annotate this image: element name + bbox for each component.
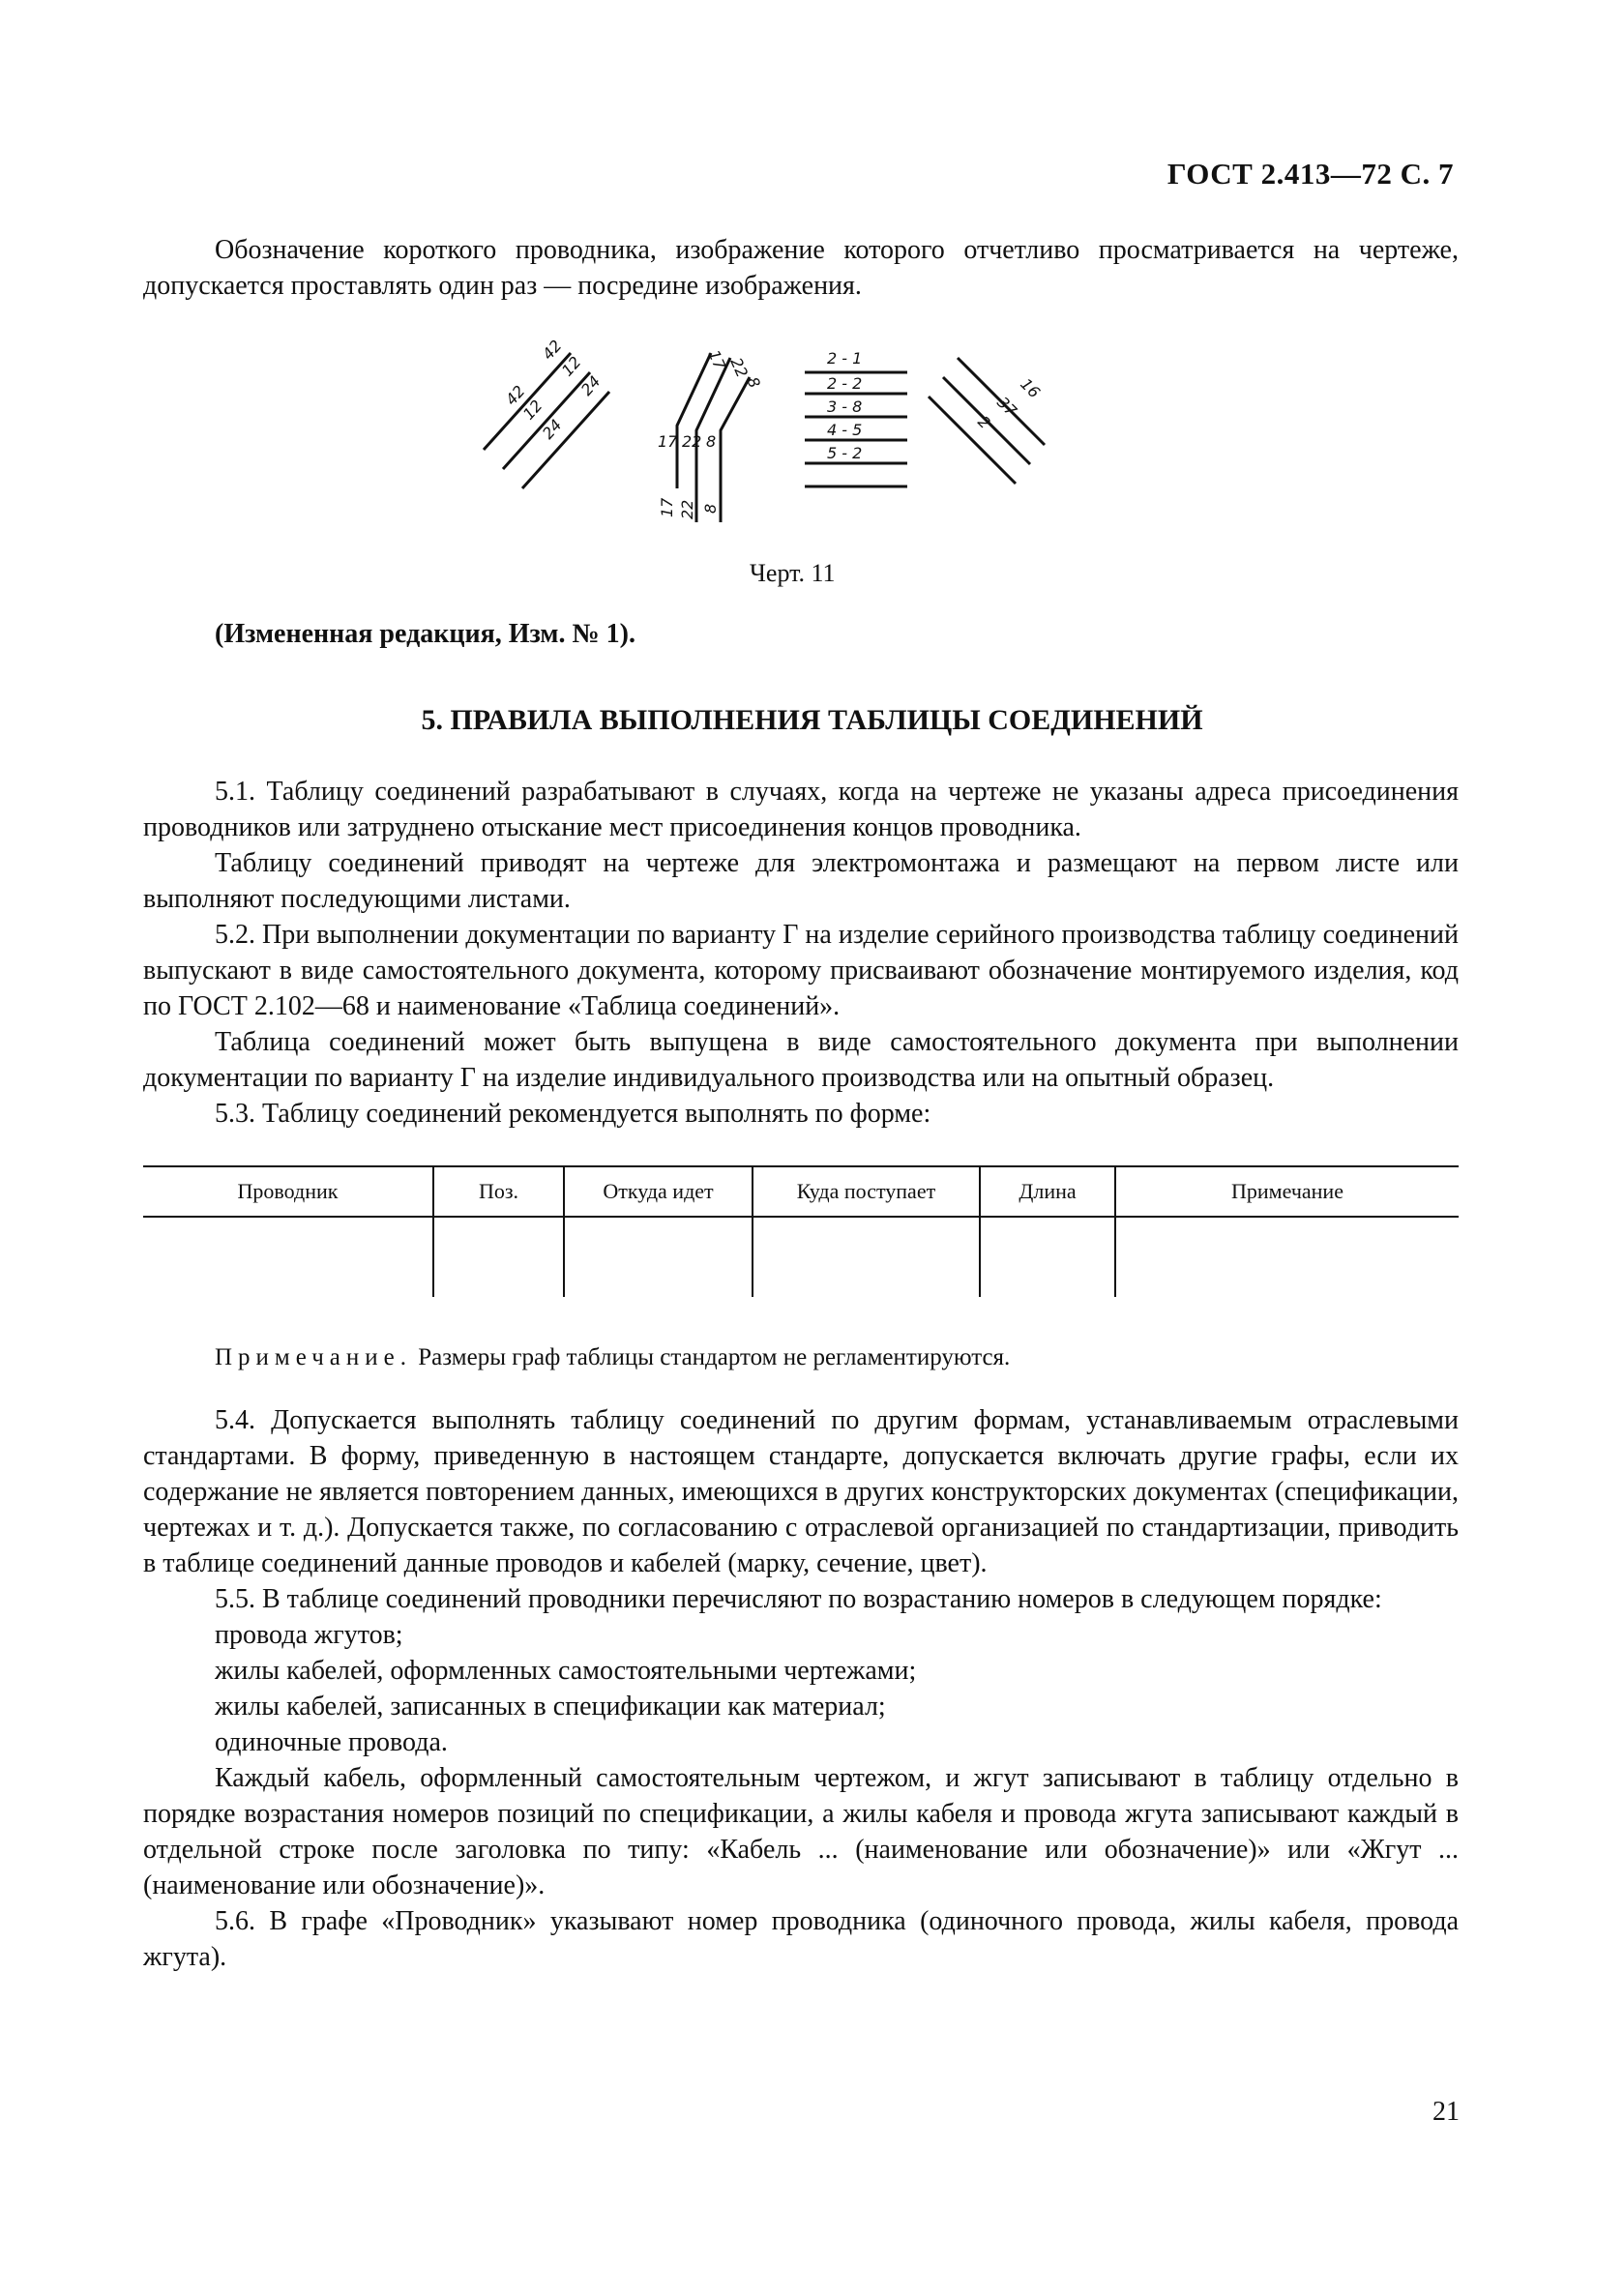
- label-g2-8-bottom: 8: [701, 503, 720, 514]
- label-g2-8-mid: 8: [706, 432, 717, 451]
- col-header-remark: Примечание: [1115, 1166, 1459, 1217]
- label-g3-row-1: 2 - 1: [827, 349, 863, 368]
- section-body-a: [143, 774, 1459, 1132]
- group2-line-3: [721, 377, 750, 522]
- note-text: Размеры граф таблицы стандартом не регламентируются.: [412, 1344, 1011, 1370]
- label-g2-8-top: 8: [743, 373, 764, 391]
- label-g2-17-top: 17: [704, 346, 729, 373]
- note-label: Примечание.: [215, 1344, 413, 1370]
- label-g1-42-right: 42: [538, 336, 566, 364]
- list-item: одиночные провода.: [215, 1727, 448, 1757]
- col-header-position: Поз.: [433, 1166, 564, 1217]
- label-g1-12-right: 12: [557, 352, 585, 380]
- section-title: 5. ПРАВИЛА ВЫПОЛНЕНИЯ ТАБЛИЦЫ СОЕДИНЕНИЙ: [421, 704, 1203, 736]
- label-g1-42-left: 42: [501, 381, 529, 409]
- section-body-b: [143, 1402, 1459, 1975]
- label-g1-24-right: 24: [576, 371, 605, 399]
- col-header-to: Куда поступает: [753, 1166, 980, 1217]
- col-header-conductor: Проводник: [143, 1166, 433, 1217]
- changed-edition-note: (Измененная редакция, Изм. № 1).: [215, 619, 635, 649]
- label-g3-row-5: 5 - 2: [827, 444, 863, 462]
- label-g1-12-left: 12: [518, 396, 546, 424]
- page-number: 21: [1432, 2097, 1460, 2127]
- col-header-from: Откуда идет: [564, 1166, 753, 1217]
- label-g2-17-mid: 17: [658, 432, 678, 451]
- list-item: провода жгутов;: [215, 1620, 403, 1650]
- connections-form-table: [143, 1165, 1459, 1297]
- label-g3-row-4: 4 - 5: [827, 421, 863, 439]
- label-g4-2: 2: [974, 412, 994, 433]
- intro-block: [143, 232, 1459, 304]
- col-header-length: Длина: [980, 1166, 1115, 1217]
- label-g4-37: 37: [993, 393, 1021, 421]
- paragraph-5-2: 5.2. При выполнении документации по варианту Г на изделие серийного производства таблицу соединений выпускают в виде самостоятельного документа, которому присваивают обозначение монтируемого изделия, код по ГОСТ 2.102—68 и наименование «Таблица соединений».: [143, 920, 1459, 1021]
- label-g3-row-3: 3 - 8: [827, 397, 863, 416]
- intro-paragraph: Обозначение короткого проводника, изображение которого отчетливо просматривается на чертеже, допускается проставлять один раз — посредине изображения.: [143, 235, 1459, 301]
- label-g1-24-left: 24: [538, 415, 566, 443]
- table-row: [143, 1217, 1459, 1297]
- paragraph-5-1: 5.1. Таблицу соединений разрабатывают в случаях, когда на чертеже не указаны адреса присоединения проводников или затруднено отыскание мест присоединения концов проводника.: [143, 777, 1459, 842]
- paragraph-5-3: 5.3. Таблицу соединений рекомендуется выполнять по форме:: [215, 1099, 931, 1129]
- figure-wire-designations: [464, 334, 1122, 546]
- page-header: ГОСТ 2.413—72 С. 7: [1166, 157, 1454, 191]
- paragraph-5-6: 5.6. В графе «Проводник» указывают номер проводника (одиночного провода, жилы кабеля, провода жгута).: [143, 1906, 1459, 1972]
- paragraph-5-1-cont: Таблицу соединений приводят на чертеже для электромонтажа и размещают на первом листе или выполняют последующими листами.: [143, 848, 1459, 914]
- label-g4-16: 16: [1017, 374, 1045, 402]
- label-g2-22-bottom: 22: [678, 499, 696, 519]
- label-g3-row-2: 2 - 2: [827, 374, 863, 393]
- label-g2-22-mid: 22: [682, 432, 702, 451]
- list-item: жилы кабелей, оформленных самостоятельными чертежами;: [215, 1656, 917, 1686]
- label-g2-22-top: 22: [726, 354, 752, 381]
- figure-caption: Черт. 11: [750, 559, 836, 587]
- table-note: [215, 1344, 1010, 1371]
- paragraph-5-5-cont: Каждый кабель, оформленный самостоятельным чертежом, и жгут записывают в таблицу отдельно в порядке возрастания номеров позиций по спецификации, а жилы кабеля и провода жгута записывают каждый в отдельной строке после заголовка по типу: «Кабель ... (наименование или обозначение)» или «Жгут ... (наименование или обозначение)».: [143, 1763, 1459, 1900]
- paragraph-5-4: 5.4. Допускается выполнять таблицу соединений по другим формам, устанавливаемым отраслевыми стандартами. В форму, приведенную в настоящем стандарте, допускается включать другие графы, если их содержание не является повторением данных, имеющихся в других конструкторских документах (спецификации, чертежах и т. д.). Допускается также, по согласованию с отраслевой организацией по стандартизации, приводить в таблице соединений данные проводов и кабелей (марку, сечение, цвет).: [143, 1405, 1459, 1578]
- label-g2-17-bottom: 17: [658, 497, 676, 517]
- paragraph-5-5: 5.5. В таблице соединений проводники перечисляют по возрастанию номеров в следующем порядке:: [215, 1584, 1382, 1614]
- paragraph-5-2-cont: Таблица соединений может быть выпущена в виде самостоятельного документа при выполнении документации по варианту Г на изделие индивидуального производства или на опытный образец.: [143, 1027, 1459, 1093]
- group2-line-1: [677, 353, 711, 488]
- list-item: жилы кабелей, записанных в спецификации как материал;: [215, 1692, 886, 1722]
